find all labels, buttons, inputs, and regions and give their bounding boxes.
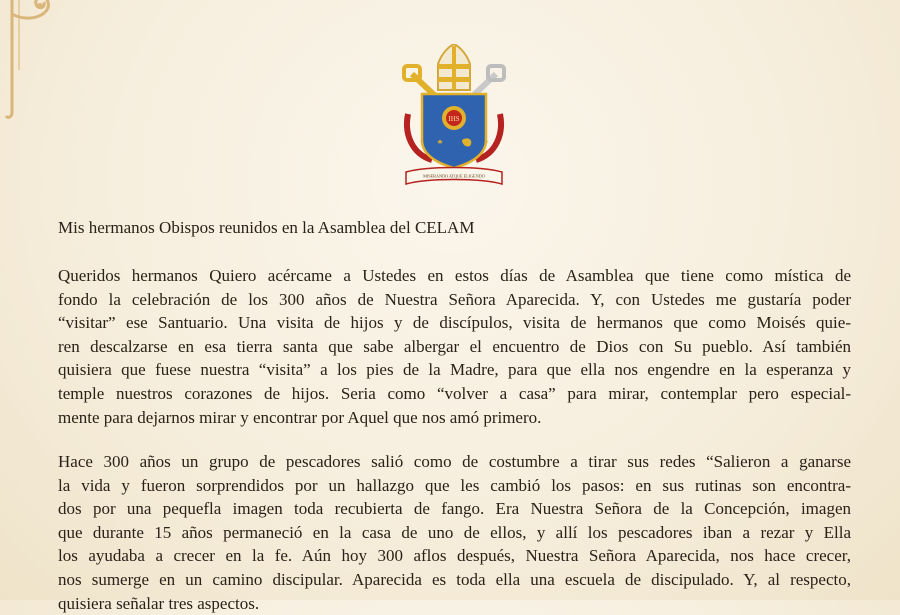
motto-text: MISERANDO ATQUE ELIGENDO	[423, 173, 485, 179]
text-line: que durante 15 años permaneció en la casa de uno de ellos, y allí los pescadores iban a rezar y Ella	[58, 522, 851, 542]
paragraph-1	[58, 264, 851, 429]
text-line: quisiera que fuese nuestra “visita” a los pies de la Madre, para que ella nos engendre en la esperanza y	[58, 360, 851, 380]
text-line: “visitar” ese Santuario. Una visita de hijos y de discípulos, visita de hermanos que como Moisés quie-	[58, 313, 851, 333]
text-line: Queridos hermanos Quiero acércame a Ustedes en estos días de Asamblea que tiene como mística de	[58, 266, 851, 285]
text-line: fondo la celebración de los 300 años de Nuestra Señora Aparecida. Y, con Ustedes me gustaría poder	[58, 289, 851, 309]
corner-ornament	[0, 0, 70, 120]
text-line: temple nuestros corazones de hijos. Seria como “volver a casa” para mirar, contemplar pero especial-	[58, 383, 851, 403]
coat-of-arms	[398, 44, 510, 186]
text-line: los ayudaba a crecer en la fe. Aún hoy 300 aflos después, Nuestra Señora Aparecida, nos hace crecer,	[58, 546, 851, 566]
paragraph-2	[58, 450, 851, 615]
shield	[422, 94, 486, 168]
shield-monogram: IHS	[448, 115, 460, 123]
text-line: quisiera señalar tres aspectos.	[58, 593, 260, 613]
text-line: ren descalzarse en esa tierra santa que sabe albergar el encuentro de Dios con Su pueblo. Así también	[58, 336, 851, 356]
text-line: mente para dejarnos mirar y encontrar por Aquel que nos amó primero.	[58, 407, 542, 427]
salutation: Mis hermanos Obispos reunidos en la Asamblea del CELAM	[58, 218, 475, 237]
text-line: dos por una pequefla imagen toda recubierta de fango. Era Nuestra Señora de la Concepción, imagen	[58, 499, 851, 519]
text-line: Hace 300 años un grupo de pescadores salió como de costumbre a tirar sus redes “Salieron a ganarse	[58, 452, 851, 471]
text-line: nos sumerge en un camino discipular. Aparecida es toda ella una escuela de discipulado. Y, al respecto,	[58, 569, 851, 589]
text-line: la vida y fueron sorprendidos por un hallazgo que les cambió los pasos: en sus rutinas son encontra-	[58, 475, 851, 495]
mitre-icon	[438, 44, 470, 90]
